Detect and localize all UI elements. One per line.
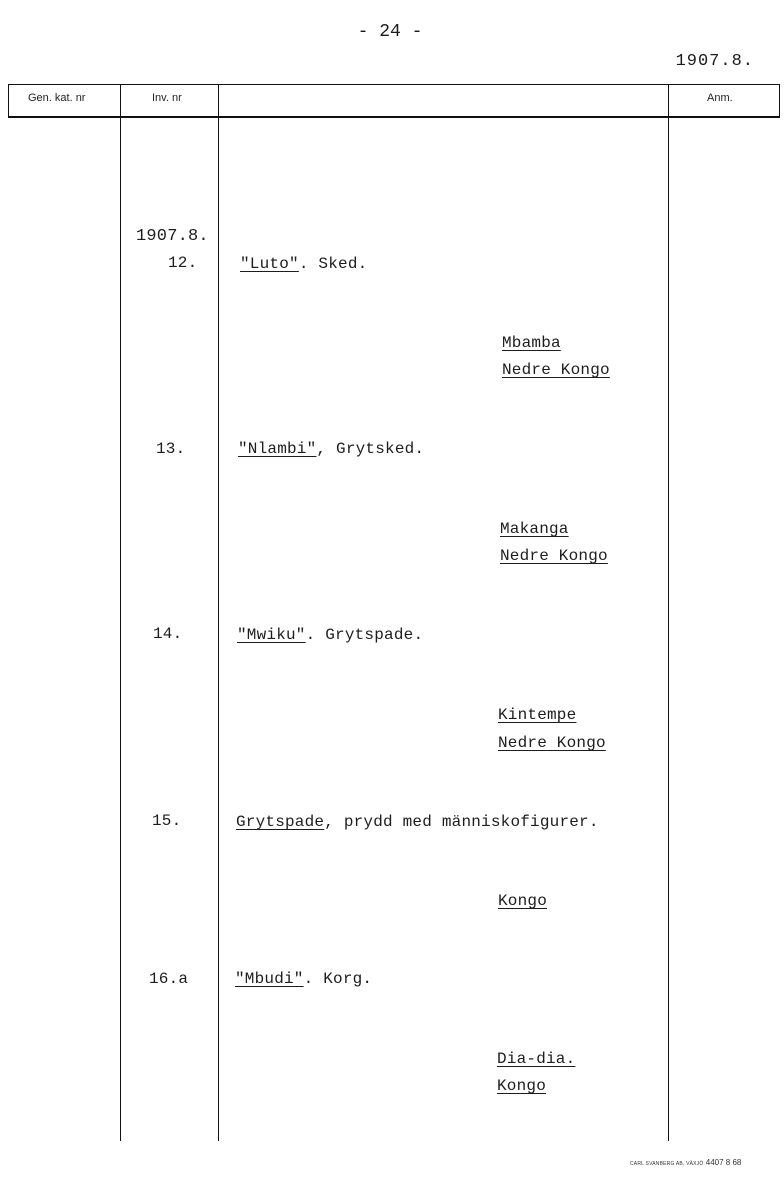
entry-inv-number: 13. <box>156 440 186 458</box>
entry-region: Kongo <box>497 1077 547 1095</box>
printer-imprint <box>630 1158 741 1167</box>
entry-object-type: . Grytspade. <box>305 626 424 644</box>
entry-description <box>235 970 372 988</box>
entry-inv-number: 14. <box>153 625 183 643</box>
column-rule-5 <box>779 84 780 118</box>
entry-inv-number: 15. <box>152 812 182 830</box>
column-header-anm: Anm. <box>707 92 733 104</box>
entry-object-type: . Korg. <box>303 970 373 988</box>
entry-description <box>240 255 367 273</box>
column-header-gen-kat-nr: Gen. kat. nr <box>28 92 86 104</box>
entry-place: Dia-dia. <box>497 1050 576 1068</box>
page-date-code: 1907.8. <box>675 52 754 71</box>
header-top-rule <box>8 84 780 85</box>
column-rule-4 <box>668 84 669 1141</box>
entry-object-type: . Sked. <box>298 255 368 273</box>
entry-object-name: "Nlambi" <box>238 440 317 458</box>
column-rule-1 <box>8 84 9 118</box>
column-header-inv-nr: Inv. nr <box>152 92 182 104</box>
entry-place: Kintempe <box>498 706 577 724</box>
entry-inv-number: 12. <box>168 254 198 272</box>
entry-object-type: , Grytsked. <box>316 440 425 458</box>
page-number: - 24 - <box>357 22 423 42</box>
series-label: 1907.8. <box>136 227 209 246</box>
entry-description <box>238 440 424 458</box>
entry-object-name: Grytspade <box>236 813 325 831</box>
entry-object-type: , prydd med människofigurer. <box>324 813 599 831</box>
entry-object-name: "Mbudi" <box>235 970 304 988</box>
entry-description <box>236 813 599 831</box>
entry-region: Nedre Kongo <box>498 734 606 752</box>
form-code: 4407 8 68 <box>705 1158 742 1167</box>
printer-name: CARL SVANBERG AB, VÄXJÖ <box>630 1161 704 1167</box>
entry-region: Nedre Kongo <box>500 547 608 565</box>
entry-place: Kongo <box>498 892 548 910</box>
column-rule-2 <box>120 84 121 1141</box>
header-bottom-rule <box>8 116 780 118</box>
entry-object-name: "Mwiku" <box>237 626 306 644</box>
entry-place: Mbamba <box>502 334 561 352</box>
entry-inv-number: 16.a <box>149 970 189 988</box>
entry-region: Nedre Kongo <box>502 361 610 379</box>
entry-object-name: "Luto" <box>240 255 299 273</box>
entry-place: Makanga <box>500 520 569 538</box>
column-rule-3 <box>218 84 219 1141</box>
entry-description <box>237 626 423 644</box>
